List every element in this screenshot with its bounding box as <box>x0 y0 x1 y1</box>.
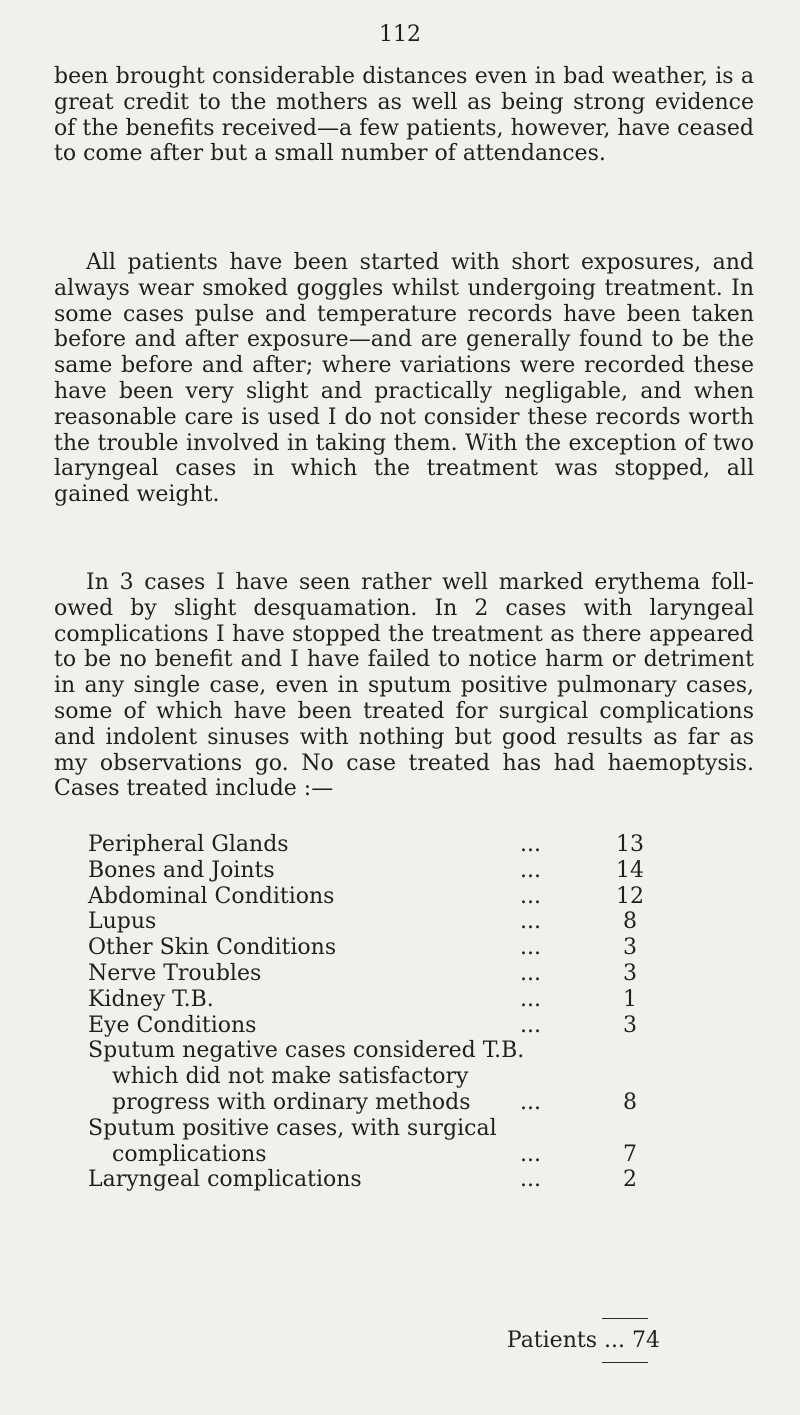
case-count: 7 <box>623 1141 637 1167</box>
case-label: Bones and Joints <box>88 857 275 883</box>
leader-dots: ... <box>520 1012 541 1038</box>
leader-dots: ... <box>520 1167 541 1193</box>
case-count: 3 <box>623 935 637 961</box>
leader-dots: ... <box>604 1328 625 1353</box>
table-row <box>88 884 748 910</box>
leader-dots: ... <box>520 857 541 883</box>
case-label: Lupus <box>88 909 157 935</box>
case-label: Abdominal Conditions <box>88 883 335 909</box>
paragraph-2: All patients have been started with short exposures, and always wear smoked goggles whilst undergoing treatment. In some cases pulse and temperature records have been taken before and after exposure—and are generally found to be the same before and after; where variations were recorded these have been very slight and practically negligable, and when reasonable care is used I do not consider these records worth the trouble involved in taking them. With the exception of two laryngeal cases in which the treatment was stopped, all gained weight. <box>54 250 754 508</box>
table-row <box>88 961 748 987</box>
case-count: 3 <box>623 1012 637 1038</box>
leader-dots: ... <box>520 960 541 986</box>
case-count: 13 <box>616 832 644 857</box>
case-count: 8 <box>623 909 637 935</box>
case-count: 1 <box>623 986 637 1012</box>
table-row <box>88 1013 748 1039</box>
case-count: 2 <box>623 1167 637 1193</box>
table-row <box>88 935 748 961</box>
total-count: 74 <box>632 1328 660 1353</box>
table-row <box>88 858 748 884</box>
case-count: 8 <box>623 1089 637 1115</box>
leader-dots: ... <box>520 1089 541 1115</box>
case-label: Kidney T.B. <box>88 986 214 1012</box>
leader-dots: ... <box>520 1141 541 1167</box>
leader-dots: ... <box>520 986 541 1012</box>
paragraph-1: been brought considerable distances even in bad weather, is a great credit to the mothers as well as being strong evidence of the benefits received—a few patients, however, have ceased to come after but a small number of attendances. <box>54 64 754 167</box>
case-label: Sputum positive cases, with surgical complications <box>88 1115 497 1167</box>
sum-rule-top <box>602 1318 648 1319</box>
leader-dots: ... <box>520 883 541 909</box>
page-number: 112 <box>379 22 421 47</box>
case-label: Eye Conditions <box>88 1012 257 1038</box>
table-row <box>88 832 748 858</box>
cases-table <box>88 832 748 1193</box>
table-row <box>88 987 748 1013</box>
case-count: 3 <box>623 960 637 986</box>
leader-dots: ... <box>520 935 541 961</box>
total-row <box>400 1328 660 1353</box>
paragraph-3: In 3 cases I have seen rather well marked erythema foll-owed by slight desquamation. In 2 cases with laryngeal complications I have stopped the treatment as there appeared to be no benefit and I have failed to notice harm or detriment in any single case, even in sputum positive pulmonary cases, some of which have been treated for surgical complications and indolent sinuses with nothing but good results as far as my observations go. No case treated has had haemoptysis. Cases treated include :— <box>54 570 754 802</box>
table-row <box>88 1167 748 1193</box>
case-count: 14 <box>616 857 644 883</box>
sum-rule-bottom <box>602 1362 648 1363</box>
leader-dots: ... <box>520 832 541 857</box>
table-row <box>88 1116 748 1168</box>
table-row <box>88 1038 748 1115</box>
case-label: Nerve Troubles <box>88 960 262 986</box>
total-label: Patients <box>506 1328 598 1353</box>
case-label: Laryngeal complications <box>88 1167 362 1193</box>
leader-dots: ... <box>520 909 541 935</box>
table-row <box>88 909 748 935</box>
case-label: Peripheral Glands <box>88 832 289 857</box>
case-count: 12 <box>616 883 644 909</box>
case-label: Sputum negative cases considered T.B. which did not make satisfactory progress with ordinary methods <box>88 1038 525 1115</box>
case-label: Other Skin Conditions <box>88 935 337 961</box>
